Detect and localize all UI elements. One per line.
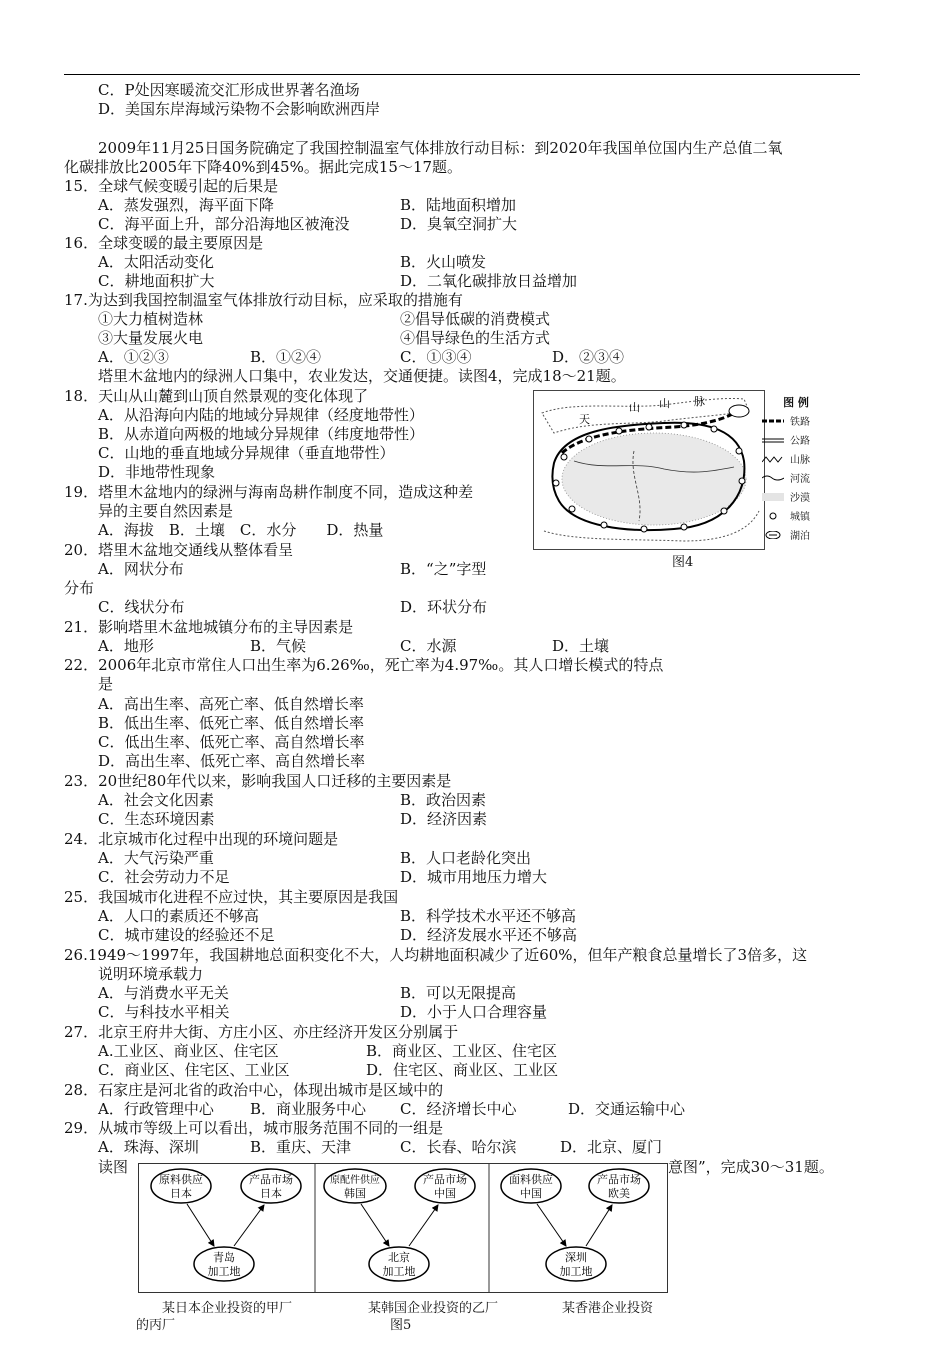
map-label-mai: 脉 bbox=[694, 395, 705, 408]
panel2-market-bottom: 中国 bbox=[434, 1187, 456, 1200]
q17-item-2: ②倡导低碳的消费模式 bbox=[400, 310, 551, 328]
figure-5-label-jia: 某日本企业投资的甲厂 bbox=[162, 1301, 293, 1316]
question-17: 17.为达到我国控制温室气体排放行动目标，应采取的措施有 bbox=[64, 291, 463, 309]
map-label-shan2: 山 bbox=[659, 397, 670, 410]
q25-option-a: A．人口的素质还不够高 bbox=[98, 907, 259, 925]
question-19-cont: 异的主要自然因素是 bbox=[98, 502, 234, 520]
map-label-shan1: 山 bbox=[629, 401, 640, 414]
q21-option-b: B．气候 bbox=[250, 637, 307, 655]
q25-option-c: C．城市建设的经验还不足 bbox=[98, 926, 275, 944]
option-c-p-fishery: C．P处因寒暖流交汇形成世界著名渔场 bbox=[98, 81, 360, 99]
q22-option-b: B．低出生率、低死亡率、低自然增长率 bbox=[98, 714, 365, 732]
desert-symbol bbox=[762, 493, 784, 501]
q27-option-d: D．住宅区、商业区、工业区 bbox=[366, 1061, 559, 1079]
panel2-arrow-in bbox=[361, 1204, 389, 1246]
panel3-market-top: 产品市场 bbox=[597, 1173, 641, 1186]
question-27: 27．北京王府井大街、方庄小区、亦庄经济开发区分别属于 bbox=[64, 1023, 459, 1041]
q28-option-c: C．经济增长中心 bbox=[400, 1100, 517, 1118]
q27-option-a: A.工业区、商业区、住宅区 bbox=[98, 1042, 279, 1060]
q16-option-b: B．火山喷发 bbox=[400, 253, 487, 271]
q20-option-c: C．线状分布 bbox=[98, 598, 185, 616]
q23-option-b: B．政治因素 bbox=[400, 791, 487, 809]
question-16: 16．全球变暖的最主要原因是 bbox=[64, 234, 264, 252]
q23-option-d: D．经济因素 bbox=[400, 810, 488, 828]
q21-option-d: D．土壤 bbox=[552, 637, 610, 655]
q28-option-b: B．商业服务中心 bbox=[250, 1100, 367, 1118]
figure-5-caption: 图5 bbox=[390, 1318, 412, 1333]
figure-5-label-bing: 某香港企业投资 bbox=[562, 1301, 654, 1316]
q26-option-b: B．可以无限提高 bbox=[400, 984, 517, 1002]
legend-mountain bbox=[762, 449, 830, 468]
q25-option-b: B．科学技术水平还不够高 bbox=[400, 907, 577, 925]
legend-title: 图 例 bbox=[783, 395, 809, 409]
q26-option-d: D．小于人口合理容量 bbox=[400, 1003, 548, 1021]
q23-option-c: C．生态环境因素 bbox=[98, 810, 215, 828]
q27-option-b: B．商业区、工业区、住宅区 bbox=[366, 1042, 558, 1060]
panel3-market-bottom: 欧美 bbox=[608, 1187, 630, 1200]
panel1-arrow-out bbox=[234, 1205, 264, 1246]
question-29: 29．从城市等级上可以看出，城市服务范围不同的一组是 bbox=[64, 1119, 444, 1137]
question-22-cont: 是 bbox=[98, 675, 114, 693]
q20-option-b-wrap: 分布 bbox=[64, 579, 95, 597]
q20-option-d: D．环状分布 bbox=[400, 598, 488, 616]
panel1-market-top: 产品市场 bbox=[249, 1173, 293, 1186]
question-20: 20．塔里木盆地交通线从整体看呈 bbox=[64, 541, 294, 559]
q17-item-3: ③大量发展火电 bbox=[98, 329, 204, 347]
q18-option-a: A．从沿海向内陆的地域分异规律（经度地带性） bbox=[98, 406, 424, 424]
tarim-intro: 塔里木盆地内的绿洲人口集中，农业发达，交通便捷。读图4，完成18～21题。 bbox=[98, 367, 626, 385]
panel2-source-top: 原配件供应 bbox=[330, 1175, 380, 1186]
mountain-symbol bbox=[762, 455, 784, 463]
option-d-us-east-coast: D．美国东岸海域污染物不会影响欧洲西岸 bbox=[98, 100, 381, 118]
q15-option-d: D．臭氧空洞扩大 bbox=[400, 215, 518, 233]
panel3-site-top: 深圳 bbox=[565, 1251, 587, 1264]
river-symbol bbox=[762, 474, 784, 482]
q16-option-c: C．耕地面积扩大 bbox=[98, 272, 215, 290]
panel2-arrow-out bbox=[409, 1205, 438, 1246]
panel1-source-bottom: 日本 bbox=[170, 1187, 192, 1200]
q16-option-a: A．太阳活动变化 bbox=[98, 253, 214, 271]
question-22: 22．2006年北京市常住人口出生率为6.26‰，死亡率为4.97‰。其人口增长模式的特点 bbox=[64, 656, 664, 674]
q17-option-a: A．①②③ bbox=[98, 348, 169, 366]
q28-option-d: D．交通运输中心 bbox=[568, 1100, 686, 1118]
q28-option-a: A．行政管理中心 bbox=[98, 1100, 214, 1118]
bosten-lake bbox=[729, 405, 749, 417]
legend-river-label: 河流 bbox=[790, 474, 810, 485]
q17-option-b: B．①②④ bbox=[250, 348, 322, 366]
intro-paragraph-line1: 2009年11月25日国务院确定了我国控制温室气体排放行动目标：到2020年我国单位国内生产总值二氧 bbox=[98, 139, 783, 157]
panel-hongkong bbox=[501, 1169, 649, 1281]
tianshan-range bbox=[542, 398, 749, 433]
q19-options: A．海拔 B．土壤 C．水分 D．热量 bbox=[98, 521, 384, 539]
legend-lake-label: 湖泊 bbox=[790, 531, 810, 542]
intro-paragraph-line2: 化碳排放比2005年下降40%到45%。据此完成15～17题。 bbox=[64, 158, 463, 176]
panel1-site-top: 青岛 bbox=[213, 1251, 235, 1264]
figure-5-label-bing-cont: 的丙厂 bbox=[136, 1318, 176, 1333]
panel2-source-bottom: 韩国 bbox=[344, 1187, 366, 1200]
q18-option-b: B．从赤道向两极的地域分异规律（纬度地带性） bbox=[98, 425, 425, 443]
panel3-source-top: 面料供应 bbox=[509, 1173, 553, 1186]
taklimakan-desert bbox=[562, 433, 746, 525]
panel1-site-bottom: 加工地 bbox=[207, 1265, 241, 1278]
q26-option-c: C．与科技水平相关 bbox=[98, 1003, 230, 1021]
panel2-site-top: 北京 bbox=[388, 1251, 410, 1264]
legend-river bbox=[762, 468, 830, 487]
question-25: 25．我国城市化进程不应过快，其主要原因是我国 bbox=[64, 888, 399, 906]
q27-option-c: C．商业区、住宅区、工业区 bbox=[98, 1061, 290, 1079]
legend-desert-label: 沙漠 bbox=[790, 493, 810, 504]
legend-town bbox=[762, 506, 830, 525]
q24-option-d: D．城市用地压力增大 bbox=[400, 868, 548, 886]
panel2-market-top: 产品市场 bbox=[423, 1173, 467, 1186]
question-21: 21．影响塔里木盆地城镇分布的主导因素是 bbox=[64, 618, 354, 636]
q29-option-c: C．长春、哈尔滨 bbox=[400, 1138, 517, 1156]
q20-option-a: A．网状分布 bbox=[98, 560, 184, 578]
panel3-arrow-out bbox=[586, 1205, 612, 1246]
q29-option-a: A．珠海、深圳 bbox=[98, 1138, 199, 1156]
lake-symbol bbox=[762, 531, 784, 539]
q30-intro-end: 意图”，完成30～31题。 bbox=[668, 1158, 834, 1176]
legend-railway-label: 铁路 bbox=[790, 417, 810, 428]
q23-option-a: A．社会文化因素 bbox=[98, 791, 214, 809]
panel3-site-bottom: 加工地 bbox=[559, 1265, 593, 1278]
railway-symbol bbox=[762, 418, 784, 424]
question-18: 18．天山从山麓到山顶自然景观的变化体现了 bbox=[64, 387, 369, 405]
question-23: 23．20世纪80年代以来，影响我国人口迁移的主要因素是 bbox=[64, 772, 452, 790]
legend-town-label: 城镇 bbox=[790, 512, 810, 523]
town-symbol bbox=[762, 512, 784, 520]
question-26-cont: 说明环境承载力 bbox=[98, 965, 204, 983]
figure-4-caption: 图4 bbox=[672, 555, 694, 570]
figure-5-label-yi: 某韩国企业投资的乙厂 bbox=[368, 1301, 499, 1316]
q24-option-b: B．人口老龄化突出 bbox=[400, 849, 532, 867]
road-symbol bbox=[762, 437, 784, 443]
map-legend bbox=[762, 392, 830, 544]
q15-option-a: A．蒸发强烈，海平面下降 bbox=[98, 196, 274, 214]
q15-option-b: B．陆地面积增加 bbox=[400, 196, 517, 214]
q25-option-d: D．经济发展水平还不够高 bbox=[400, 926, 578, 944]
question-24: 24．北京城市化过程中出现的环境问题是 bbox=[64, 830, 339, 848]
tarim-map-svg bbox=[534, 391, 764, 549]
panel1-arrow-in bbox=[187, 1204, 214, 1246]
panel1-source-top: 原料供应 bbox=[159, 1173, 203, 1186]
q17-option-d: D．②③④ bbox=[552, 348, 625, 366]
legend-road bbox=[762, 430, 830, 449]
legend-railway bbox=[762, 411, 830, 430]
panel3-source-bottom: 中国 bbox=[520, 1187, 542, 1200]
q17-option-c: C．①③④ bbox=[400, 348, 472, 366]
figure-5-diagram bbox=[138, 1163, 668, 1293]
question-28: 28．石家庄是河北省的政治中心，体现出城市是区域中的 bbox=[64, 1081, 444, 1099]
panel2-site-bottom: 加工地 bbox=[382, 1265, 416, 1278]
q18-option-c: C．山地的垂直地域分异规律（垂直地带性） bbox=[98, 444, 395, 462]
legend-road-label: 公路 bbox=[790, 436, 810, 447]
panel-japan bbox=[151, 1169, 301, 1281]
figure-5-svg bbox=[139, 1164, 667, 1292]
question-15: 15．全球气候变暖引起的后果是 bbox=[64, 177, 279, 195]
q16-option-d: D．二氧化碳排放日益增加 bbox=[400, 272, 578, 290]
panel-korea bbox=[324, 1169, 475, 1281]
legend-mountain-label: 山脉 bbox=[790, 455, 810, 466]
panel1-market-bottom: 日本 bbox=[260, 1187, 282, 1200]
header-rule bbox=[64, 74, 860, 75]
q24-option-c: C．社会劳动力不足 bbox=[98, 868, 230, 886]
map-label-tian: 天 bbox=[579, 413, 590, 426]
q17-item-1: ①大力植树造林 bbox=[98, 310, 204, 328]
legend-lake bbox=[762, 525, 830, 544]
q22-option-c: C．低出生率、低死亡率、高自然增长率 bbox=[98, 733, 365, 751]
q30-intro-start: 读图 bbox=[98, 1158, 129, 1176]
question-19: 19．塔里木盆地内的绿洲与海南岛耕作制度不同，造成这种差 bbox=[64, 483, 474, 501]
q29-option-b: B．重庆、天津 bbox=[250, 1138, 352, 1156]
q29-option-d: D．北京、厦门 bbox=[560, 1138, 663, 1156]
q15-option-c: C．海平面上升，部分沿海地区被淹没 bbox=[98, 215, 350, 233]
question-26: 26.1949～1997年，我国耕地总面积变化不大，人均耕地面积减少了近60%，但年产粮食总量增长了3倍多，这 bbox=[64, 946, 808, 964]
q21-option-a: A．地形 bbox=[98, 637, 154, 655]
panel3-arrow-in bbox=[537, 1204, 566, 1246]
q21-option-c: C．水源 bbox=[400, 637, 457, 655]
q24-option-a: A．大气污染严重 bbox=[98, 849, 214, 867]
q22-option-a: A．高出生率、高死亡率、低自然增长率 bbox=[98, 695, 364, 713]
legend-desert bbox=[762, 487, 830, 506]
q18-option-d: D．非地带性现象 bbox=[98, 463, 216, 481]
tarim-basin-map bbox=[533, 390, 765, 550]
q22-option-d: D．高出生率、低死亡率、高自然增长率 bbox=[98, 752, 366, 770]
q20-option-b: B．“之”字型 bbox=[400, 560, 487, 578]
q26-option-a: A．与消费水平无关 bbox=[98, 984, 229, 1002]
q17-item-4: ④倡导绿色的生活方式 bbox=[400, 329, 551, 347]
